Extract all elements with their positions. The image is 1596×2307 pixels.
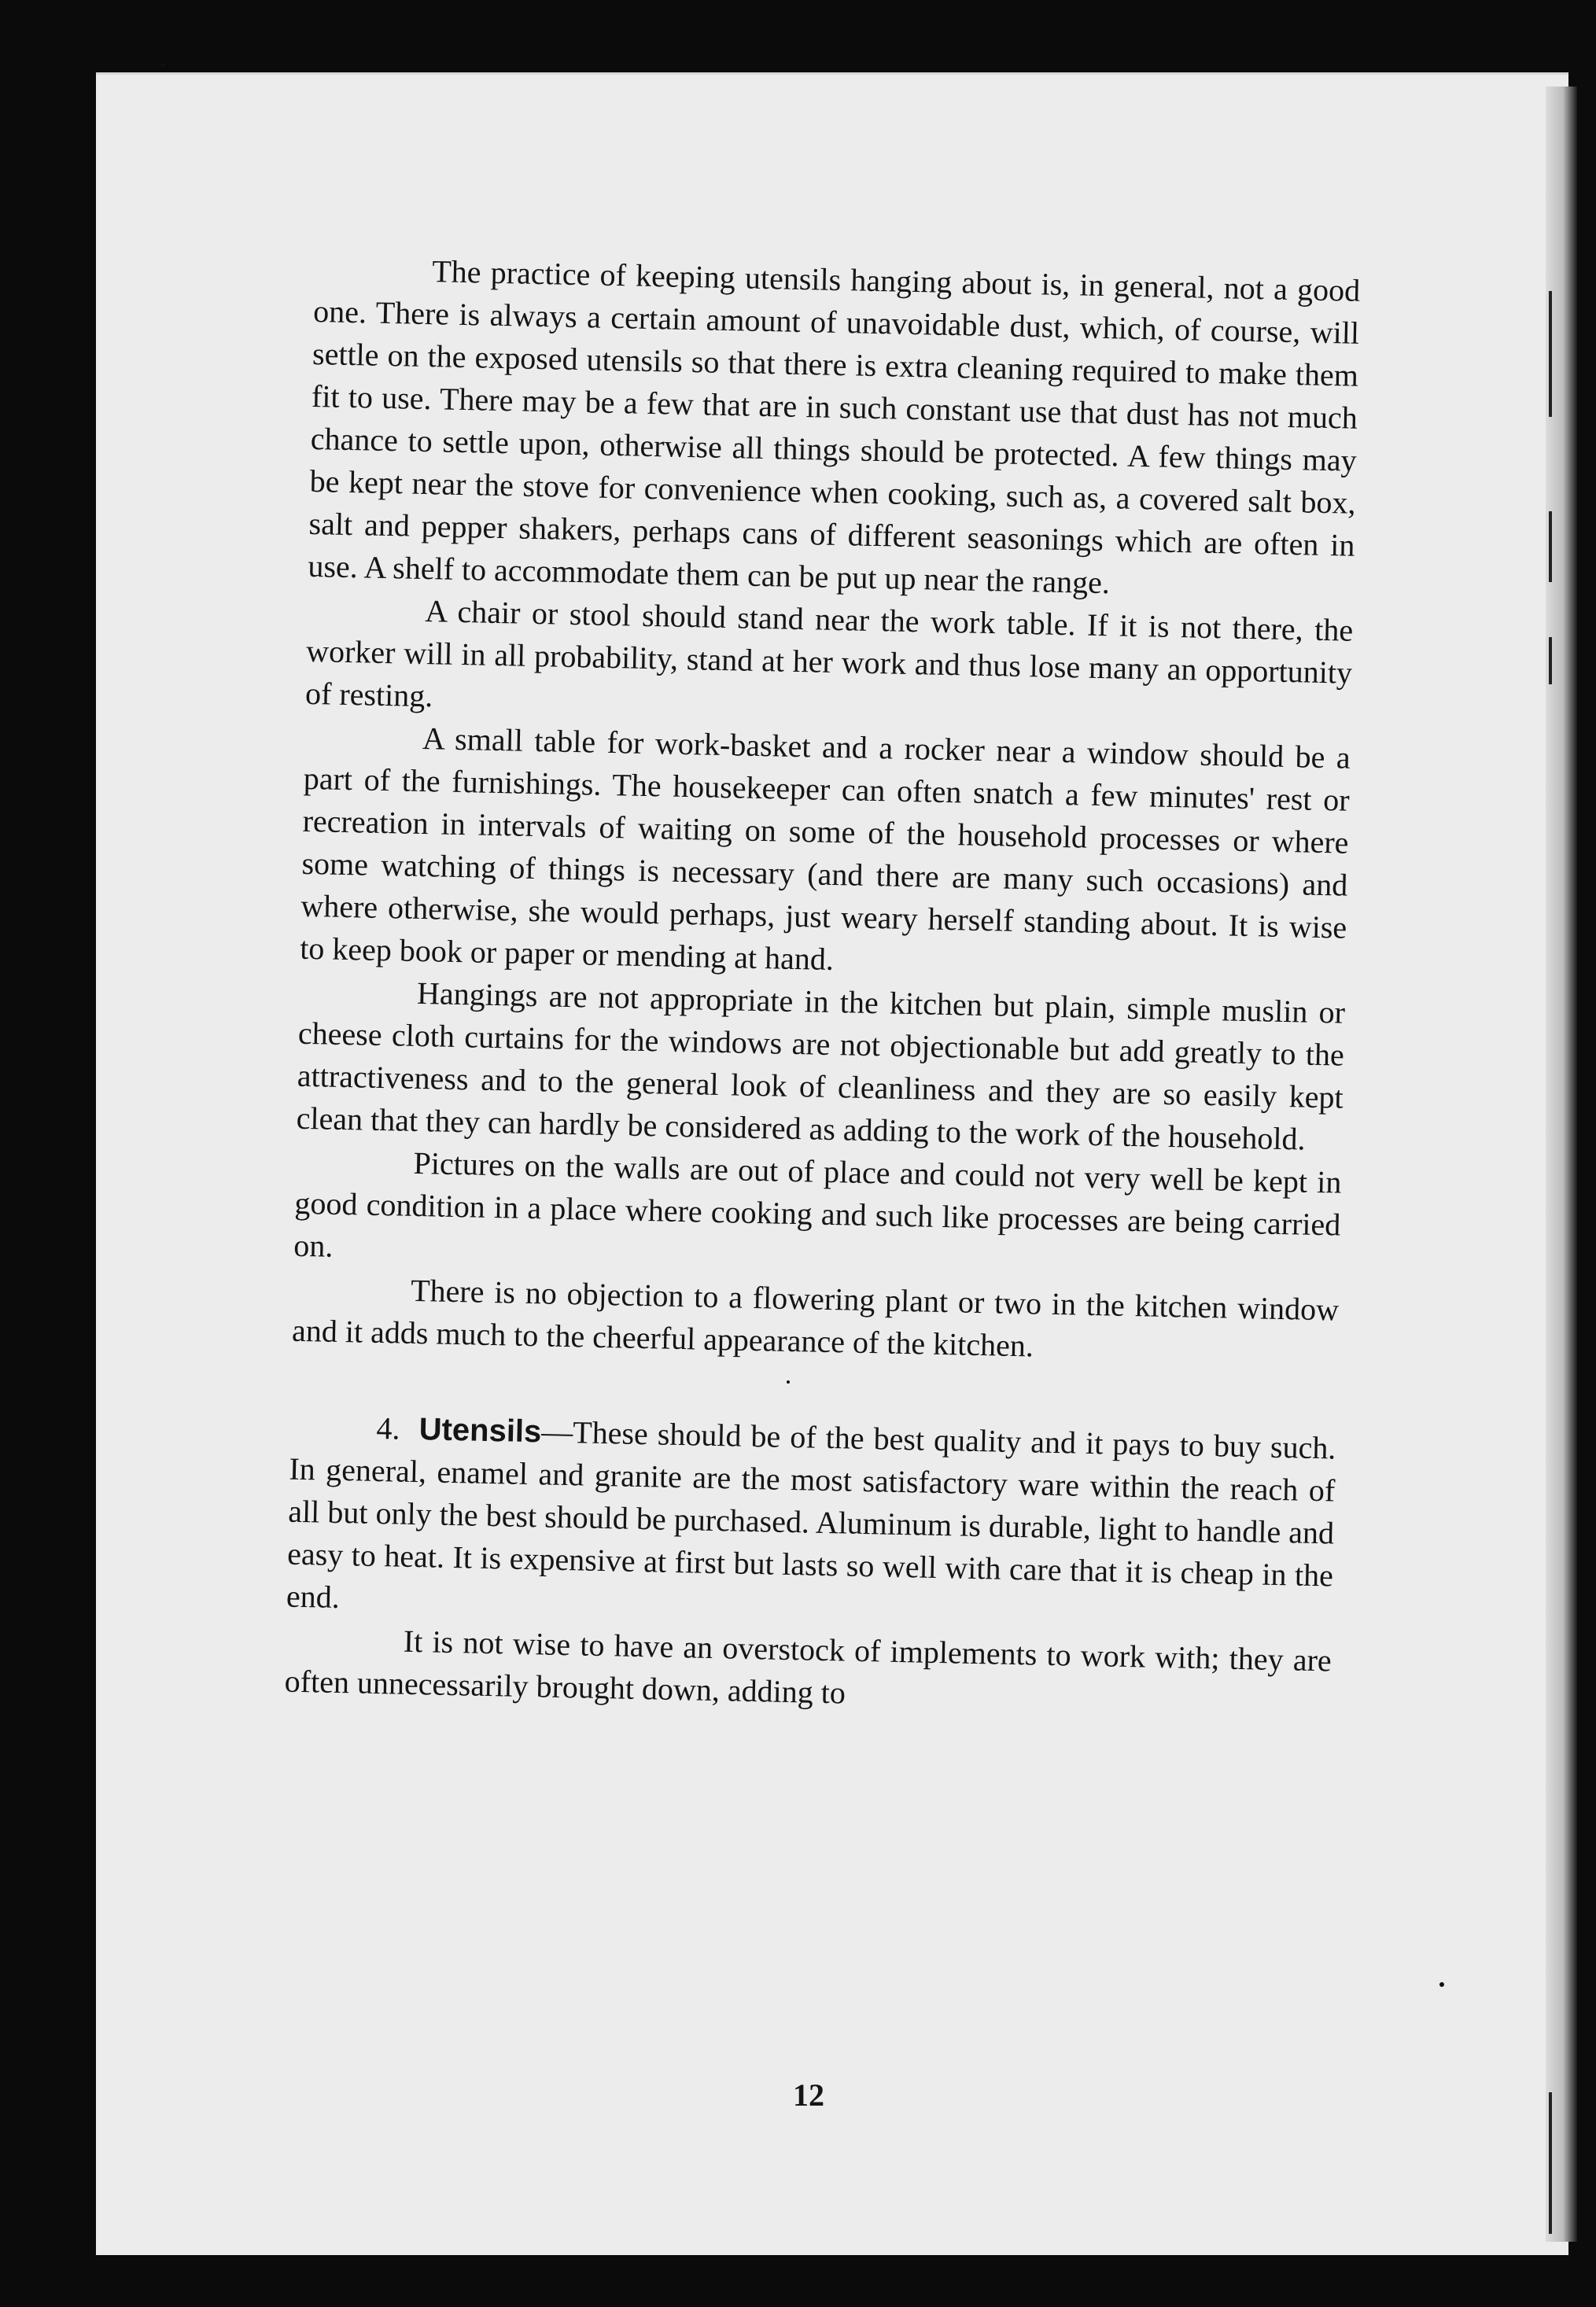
paragraph-work-basket-table: A small table for work-basket and a rocker near a window should be a part of the furnishings. The housekeeper can often snatch a few minutes' rest or recreation in intervals of waiting on some of the household processes or where some watching of things is necessary (and there are many such occasions) and where otherwise, she would perhaps, just weary herself standing about. It is wise to keep book or paper or mending at hand. <box>299 720 1351 978</box>
paragraph-chair-or-stool: A chair or stool should stand near the work table. If it is not there, the worker will in all probability, stand at her work and thus lose many an opportunity of resting. <box>304 593 1354 714</box>
body-text <box>284 248 1360 1724</box>
paragraph-hanging-utensils: The practice of keeping utensils hanging about is, in general, not a good one. There is always a certain amount of unavoidable dust, which, of course, will settle on the exposed utensils so that there is extra cleaning required to make them fit to use. There may be a few that are in such constant use that dust has not much chance to settle upon, otherwise all things should be protected. A few things may be kept near the stove for convenience when cooking, such as, a covered salt box, salt and pepper shakers, perhaps cans of different seasonings which are often in use. A shelf to accommodate them can be put up near the range. <box>308 253 1361 601</box>
paragraph-overstock: It is not wise to have an overstock of implements to work with; they are often unnecessarily brought down, adding to <box>284 1623 1332 1711</box>
section-number: 4. <box>376 1410 401 1446</box>
section-text: —These should be of the best quality and it pays to buy such. In general, enamel and granite are the most satisfactory ware within the reach of all but only the best should be purchased. Aluminum is durable, light to handle and easy to heat. It is expensive at first but lasts so well with care that it is cheap in the end. <box>286 1413 1336 1616</box>
scan-speck <box>161 63 165 67</box>
page-number: 12 <box>793 2077 824 2113</box>
scan-speck <box>1439 1982 1444 1987</box>
scan-speck <box>787 1380 790 1384</box>
paragraph-hangings: Hangings are not appropriate in the kitchen but plain, simple muslin or cheese cloth curtains for the windows are not objectionable but add greatly to the attractiveness and to the general look of cleanliness and they are so easily kept clean that they can hardly be considered as adding to the work of the household. <box>296 975 1346 1157</box>
facing-page-edge <box>1546 87 1577 2242</box>
paragraph-flowering-plant: There is no objection to a flowering plant or two in the kitchen window and it adds much to the cheerful appearance of the kitchen. <box>291 1272 1340 1364</box>
section-utensils <box>286 1406 1336 1640</box>
paragraph-pictures: Pictures on the walls are out of place and could not very well be kept in good condition in a place where cooking and such like processes are being carried on. <box>293 1144 1342 1264</box>
section-heading: Utensils <box>418 1412 542 1450</box>
